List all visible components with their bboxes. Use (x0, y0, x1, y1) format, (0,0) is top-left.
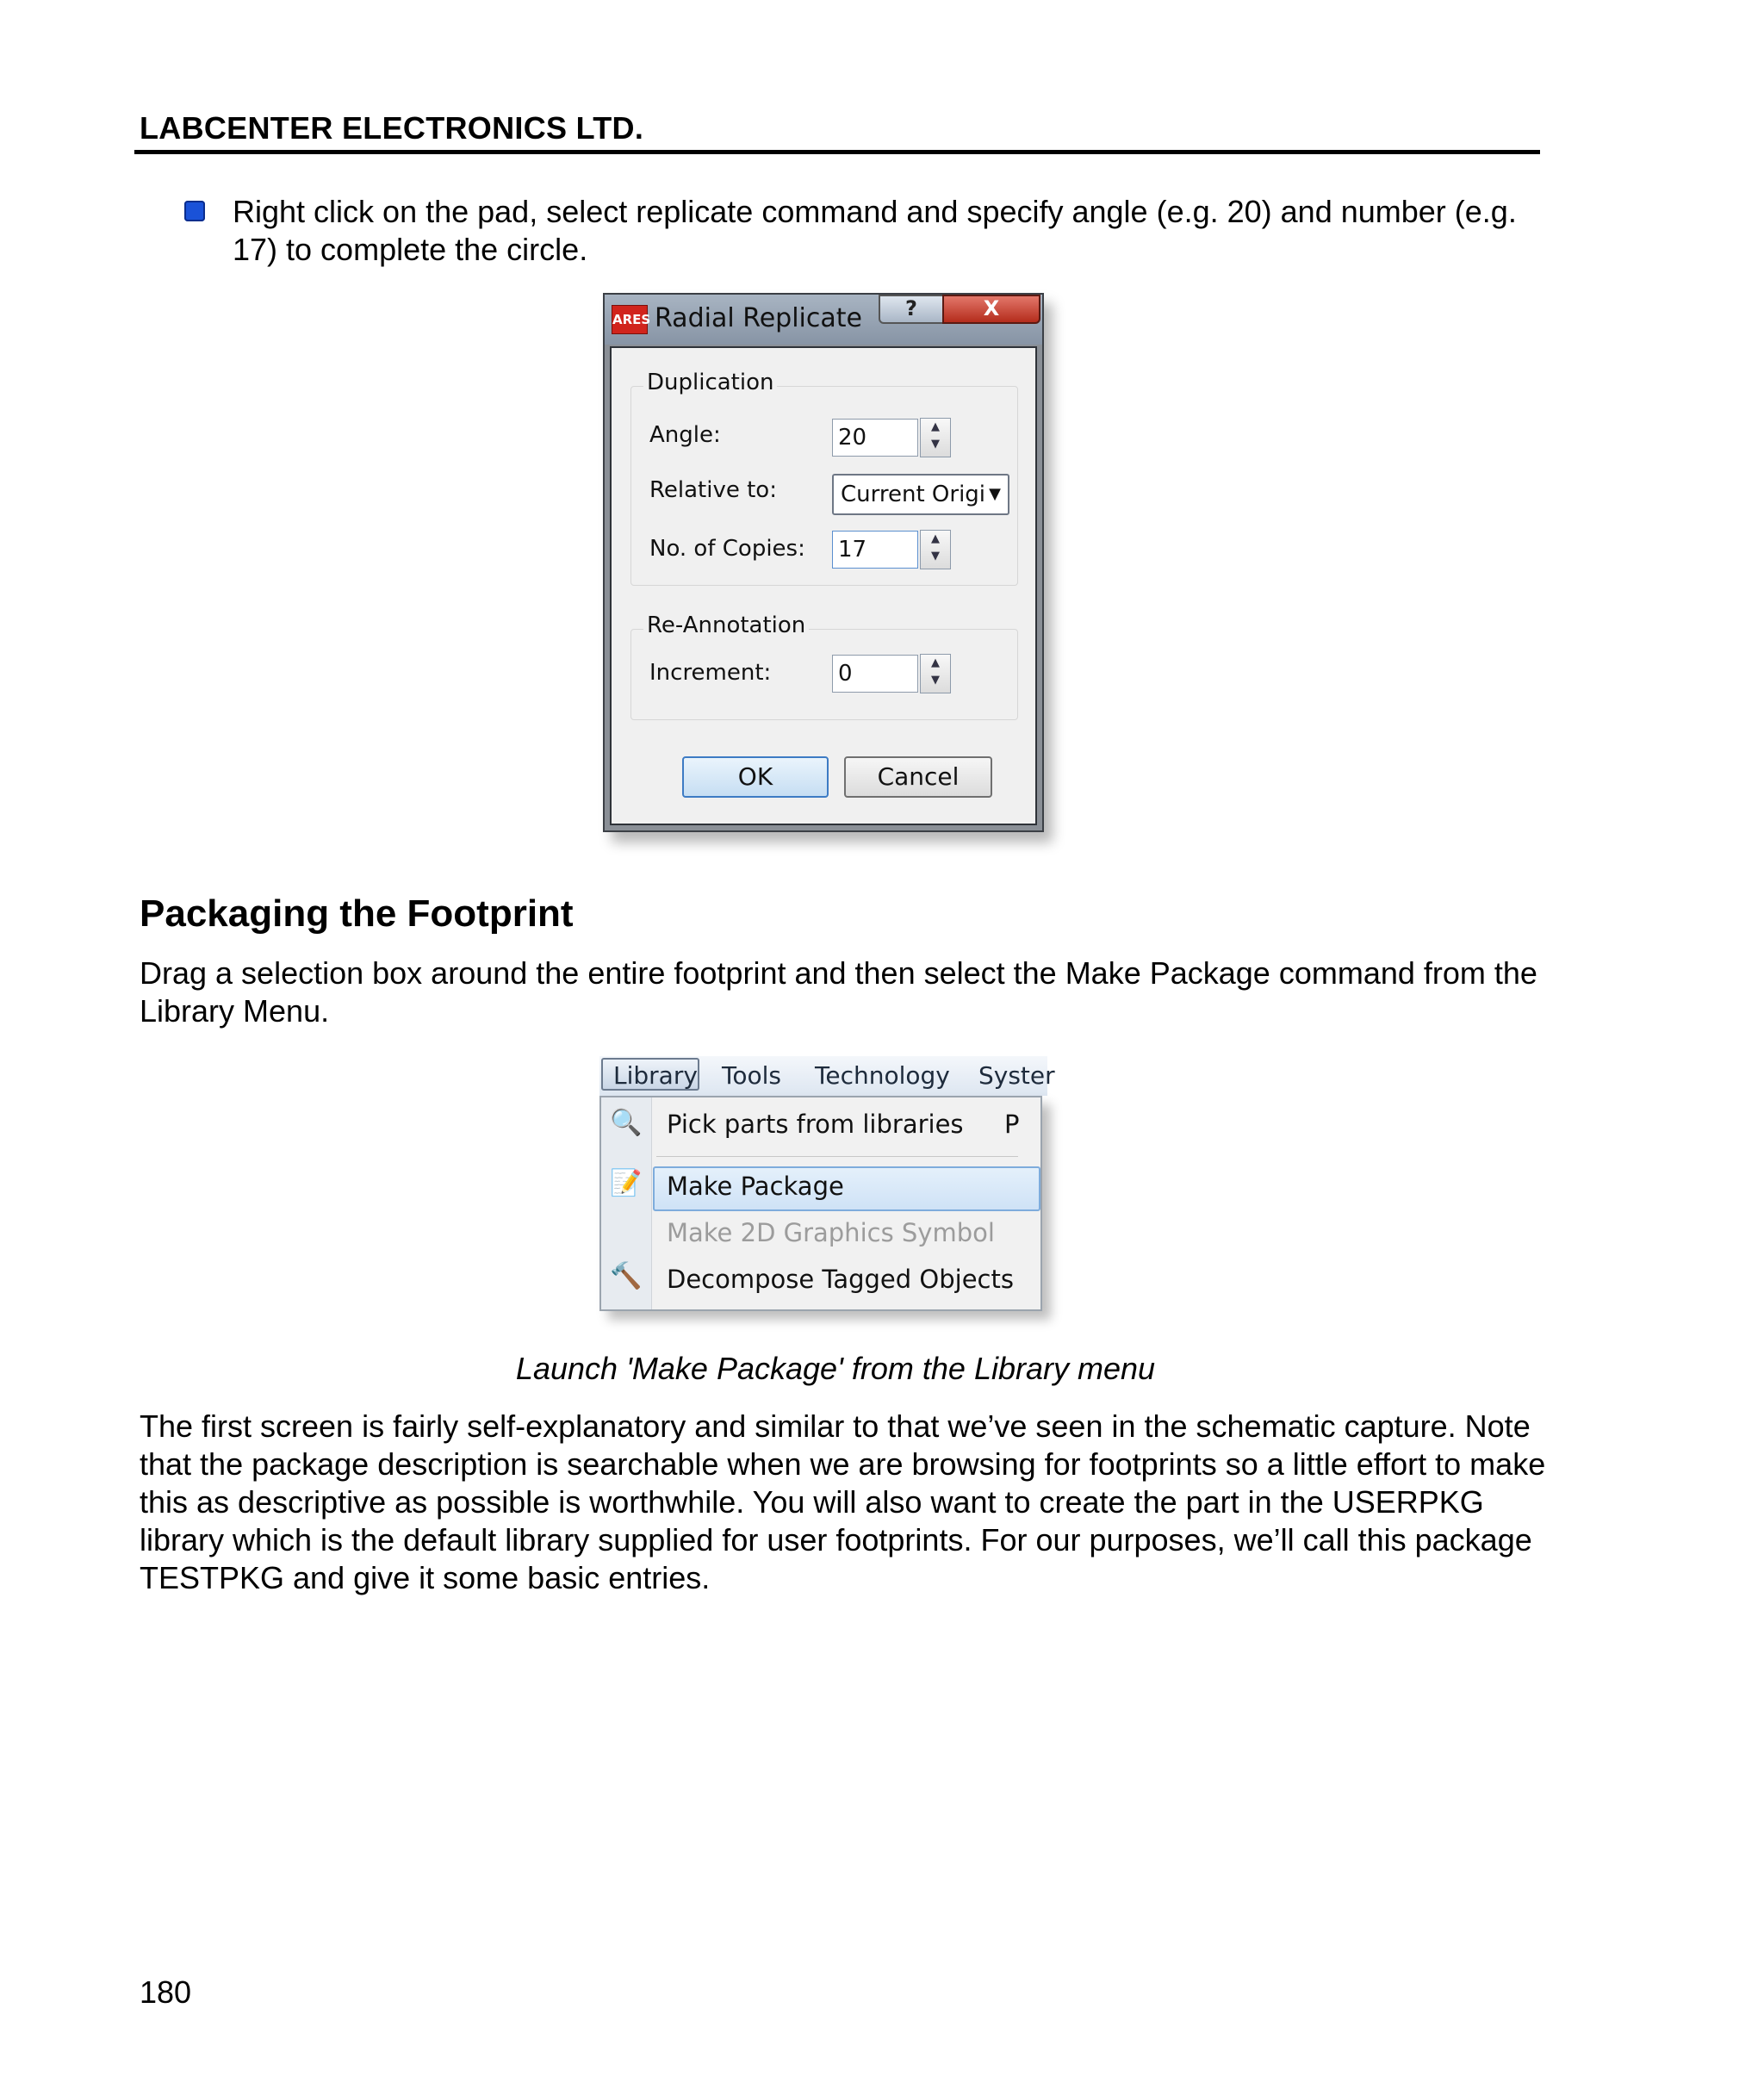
menu-system[interactable]: Syster (978, 1061, 1055, 1090)
menu-tools[interactable]: Tools (722, 1061, 781, 1090)
radial-replicate-dialog (603, 293, 1044, 832)
menu-item-make-2d-symbol: Make 2D Graphics Symbol (667, 1218, 995, 1247)
paragraph-make-package: Drag a selection box around the entire footprint and then select the Make Package command from the Library Menu. (140, 955, 1537, 1029)
figure-caption: Launch 'Make Package' from the Library menu (515, 1351, 1156, 1386)
increment-label: Increment: (649, 660, 772, 686)
relative-to-label: Relative to: (649, 477, 777, 503)
library-dropdown (599, 1096, 1042, 1311)
library-menu-screenshot (599, 1056, 1055, 1316)
angle-label: Angle: (649, 422, 721, 448)
copies-spinner[interactable]: ▲ ▼ (920, 530, 951, 569)
relative-to-select[interactable] (832, 474, 1009, 515)
angle-spinner[interactable]: ▲ ▼ (920, 418, 951, 457)
cancel-button[interactable]: Cancel (844, 756, 992, 798)
duplication-group-label: Duplication (643, 370, 777, 395)
menu-item-decompose[interactable]: Decompose Tagged Objects (667, 1265, 1014, 1294)
angle-input[interactable]: 20 (832, 419, 918, 457)
dialog-titlebar (605, 295, 1042, 345)
make-package-icon: 📝 (610, 1168, 643, 1198)
running-header: LABCENTER ELECTRONICS LTD. (140, 110, 644, 146)
ok-button[interactable]: OK (682, 756, 829, 798)
close-button[interactable]: X (942, 295, 1040, 324)
paragraph-first-screen: The first screen is fairly self-explanatory and similar to that we’ve seen in the schematic capture. Note that the package description is searchable when we are browsing for footprints so a little effort to make this as descriptive as possible is worthwhile. You will also want to create the part in the USERPKG library which is the default library supplied for user footprints. For our purposes, we’ll call this package TESTPKG and give it some basic entries. (140, 1408, 1546, 1595)
menu-bar (599, 1056, 1055, 1096)
menu-separator (656, 1156, 1018, 1157)
menu-technology[interactable]: Technology (815, 1061, 950, 1090)
hammer-icon: 🔨 (610, 1261, 643, 1291)
increment-input[interactable]: 0 (832, 655, 918, 693)
menu-item-pick-parts[interactable]: Pick parts from libraries (667, 1110, 964, 1139)
page-number: 180 (140, 1974, 192, 2010)
pick-parts-shortcut: P (1004, 1110, 1020, 1139)
header-rule (134, 150, 1540, 154)
bullet-icon (184, 201, 205, 221)
menu-item-make-package[interactable]: Make Package (667, 1172, 844, 1201)
increment-spinner[interactable]: ▲ ▼ (920, 654, 951, 693)
relative-to-value: Current Origi (841, 482, 986, 507)
chevron-down-icon: ▼ (989, 485, 1001, 503)
reannotation-group-label: Re-Annotation (643, 612, 809, 638)
magnifier-icon: 🔍 (610, 1108, 643, 1138)
ares-app-icon: ARES (612, 305, 648, 334)
copies-label: No. of Copies: (649, 536, 805, 562)
copies-input[interactable]: 17 (832, 531, 918, 569)
bullet-text: Right click on the pad, select replicate command and specify angle (e.g. 20) and number (e.g. 17) to complete the circle. (233, 194, 1517, 267)
section-heading: Packaging the Footprint (140, 892, 574, 935)
menu-library[interactable]: Library (613, 1061, 698, 1090)
dialog-title: Radial Replicate (655, 303, 862, 333)
help-button[interactable]: ? (879, 295, 944, 324)
dialog-client (610, 346, 1037, 825)
